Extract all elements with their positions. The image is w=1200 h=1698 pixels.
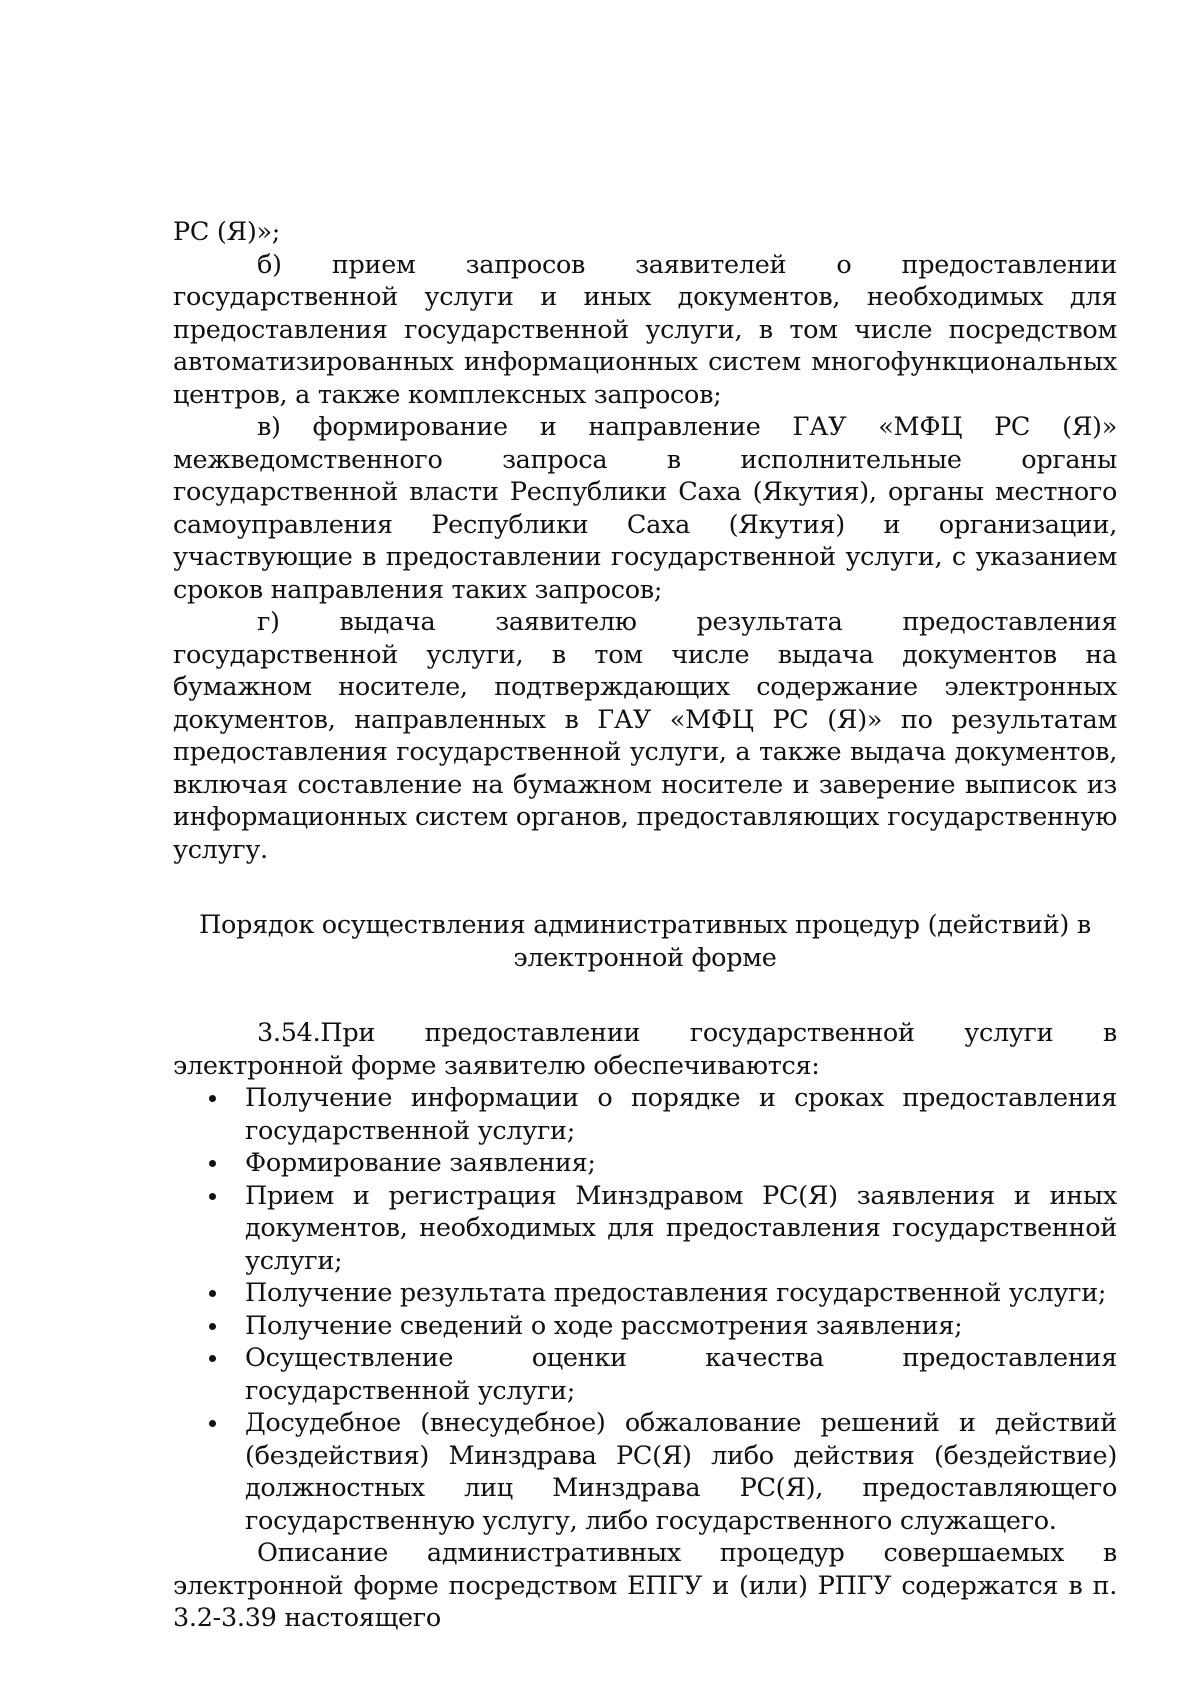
- list-item-text: Получение информации о порядке и сроках предоставления государственной услуги;: [245, 1083, 1117, 1146]
- bullet-icon: [209, 1095, 216, 1102]
- paragraph-3-54: 3.54.При предоставлении государственной услуги в электронной форме заявителю обеспечиваются:: [173, 1018, 1117, 1081]
- paragraph-v: в) формирование и направление ГАУ «МФЦ РС (Я)» межведомственного запроса в исполнительные органы государственной власти Республики Саха (Якутия), органы местного самоуправления Республики Саха (Якутия) и организации, участвующие в предоставлении государственной услуги, с указанием сроков направления таких запросов;: [173, 412, 1117, 605]
- list-item: [173, 1180, 1117, 1278]
- document-page: [173, 216, 1117, 1635]
- bullet-icon: [209, 1420, 216, 1427]
- bullet-icon: [209, 1193, 216, 1200]
- list-item-text: Прием и регистрация Минздравом РС(Я) заявления и иных документов, необходимых для предоставления государственной услуги;: [245, 1180, 1117, 1276]
- bullet-icon: [209, 1290, 216, 1297]
- list-item-text: Досудебное (внесудебное) обжалование решений и действий (бездействия) Минздрава РС(Я) либо действия (бездействие) должностных лиц Минздрава РС(Я), предоставляющего государственную услугу, либо государственного служащего.: [245, 1408, 1117, 1536]
- list-item: [173, 1147, 1117, 1180]
- list-item: [173, 1310, 1117, 1343]
- bullet-icon: [209, 1323, 216, 1330]
- paragraph-continuation: РС (Я)»;: [173, 217, 281, 247]
- list-item: [173, 1082, 1117, 1147]
- list-item: [173, 1277, 1117, 1310]
- paragraph-b: б) прием запросов заявителей о предоставлении государственной услуги и иных документов, необходимых для предоставления государственной услуги, в том числе посредством автоматизированных информационных систем многофункциональных центров, а также комплексных запросов;: [173, 249, 1117, 410]
- bullet-icon: [209, 1355, 216, 1362]
- bullet-icon: [209, 1160, 216, 1167]
- list-item-text: Получение результата предоставления государственной услуги;: [245, 1278, 1107, 1308]
- paragraph-description: Описание административных процедур совершаемых в электронной форме посредством ЕПГУ и (или) РПГУ содержатся в п. 3.2-3.39 настоящего: [173, 1538, 1117, 1633]
- list-item: [173, 1342, 1117, 1407]
- list-item-text: Осуществление оценки качества предоставления государственной услуги;: [245, 1343, 1117, 1406]
- section-heading: Порядок осуществления административных процедур (действий) в электронной форме: [199, 910, 1091, 973]
- paragraph-g: г) выдача заявителю результата предоставления государственной услуги, в том числе выдача документов на бумажном носителе, подтверждающих содержание электронных документов, направленных в ГАУ «МФЦ РС (Я)» по результатам предоставления государственной услуги, а также выдача документов, включая составление на бумажном носителе и заверение выписок из информационных систем органов, предоставляющих государственную услугу.: [173, 607, 1117, 865]
- list-item-text: Формирование заявления;: [245, 1148, 596, 1178]
- list-item-text: Получение сведений о ходе рассмотрения заявления;: [245, 1310, 963, 1341]
- list-item: [173, 1407, 1117, 1537]
- bullet-list: [173, 1082, 1117, 1537]
